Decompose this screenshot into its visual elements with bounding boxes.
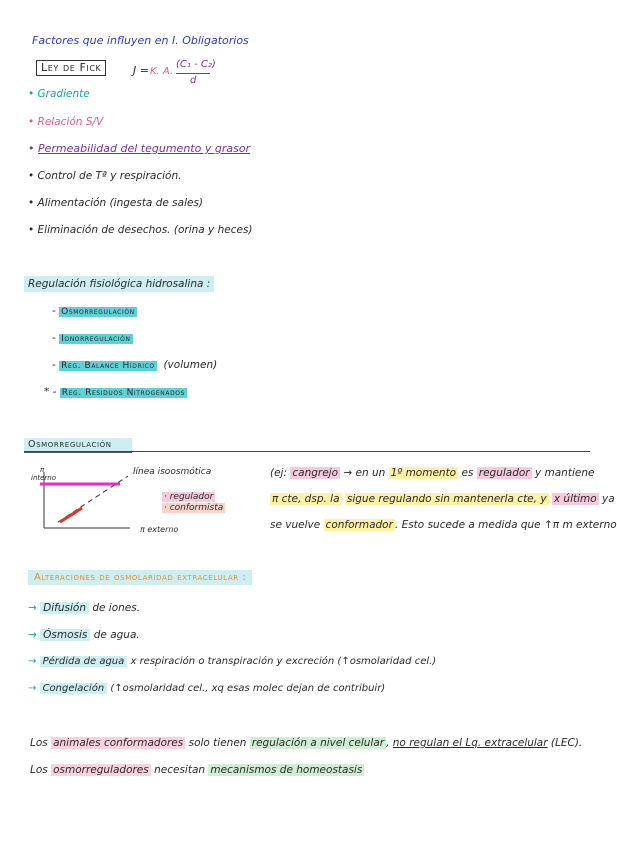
graph-iso-label: línea isoosmótica [133, 467, 212, 477]
factor-relacion: • Relación S/V [28, 116, 104, 128]
formula-j: J = [133, 64, 149, 77]
alteracion-perdida: → Pérdida de agua x respiración o transpiración y excreción (↑osmolaridad cel.) [28, 656, 437, 667]
reg-item-iono: - Ionorregulación [52, 332, 131, 344]
factor-control: • Control de Tª y respiración. [28, 170, 182, 182]
factor-alimentacion: • Alimentación (ingesta de sales) [28, 197, 204, 209]
page-title: Factores que influyen en I. Obligatorios [32, 34, 249, 47]
factor-gradiente: • Gradiente [28, 88, 90, 100]
legend-conformista: · conformista [164, 503, 224, 513]
footer-line-1: Los animales conformadores solo tienen regulación a nivel celular , no regulan el Lq. extracelular (LEC). [30, 737, 583, 749]
graph-y-label-pi: π [40, 466, 45, 474]
graph-y-label-interno: interno [31, 474, 57, 482]
reg-item-balance: - Reg. Balance Hídrico (volumen) [52, 359, 218, 371]
osmo-text-line-1: (ej: cangrejo → en un 1º momento es regulador y mantiene [270, 467, 595, 479]
alteracion-osmosis: → Ósmosis de agua. [28, 629, 140, 641]
reg-item-osmo: - Osmorregulación [52, 305, 135, 317]
factor-eliminacion: • Eliminación de desechos. (orina y heces) [28, 224, 253, 236]
formula-denominator: d [190, 75, 197, 86]
factor-permeabilidad: • Permeabilidad del tegumento y grasor [28, 142, 251, 155]
alteraciones-title: Alteraciones de osmolaridad extracelular : [28, 571, 252, 585]
osmo-divider [24, 451, 590, 452]
reg-item-residuos: * - Reg. Residuos Nitrogenados [44, 386, 186, 398]
osmo-text-line-2: π cte, dsp. la sigue regulando sin mantenerla cte, y x último ya [272, 493, 615, 505]
legend-regulador: · regulador [164, 492, 214, 502]
alteracion-congelacion: → Congelación (↑osmolaridad cel., xq esas molec dejan de contribuir) [28, 683, 386, 694]
alteracion-difusion: → Difusión de iones. [28, 602, 141, 614]
osmo-title: Osmorregulación [24, 438, 132, 453]
formula-k: K. A. [150, 66, 174, 77]
conformista-line [60, 508, 82, 522]
law-box: Ley de Fick [36, 60, 106, 76]
footer-line-2: Los osmorreguladores necesitan mecanismos de homeostasis [30, 764, 363, 776]
osmo-text-line-3: se vuelve conformador . Esto sucede a medida que ↑π m externo [270, 519, 617, 531]
formula-numerator: (C₁ - C₂) [176, 59, 216, 70]
regulacion-title: Regulación fisiológica hidrosalina : [24, 277, 214, 291]
graph-x-label: π externo [140, 525, 179, 534]
